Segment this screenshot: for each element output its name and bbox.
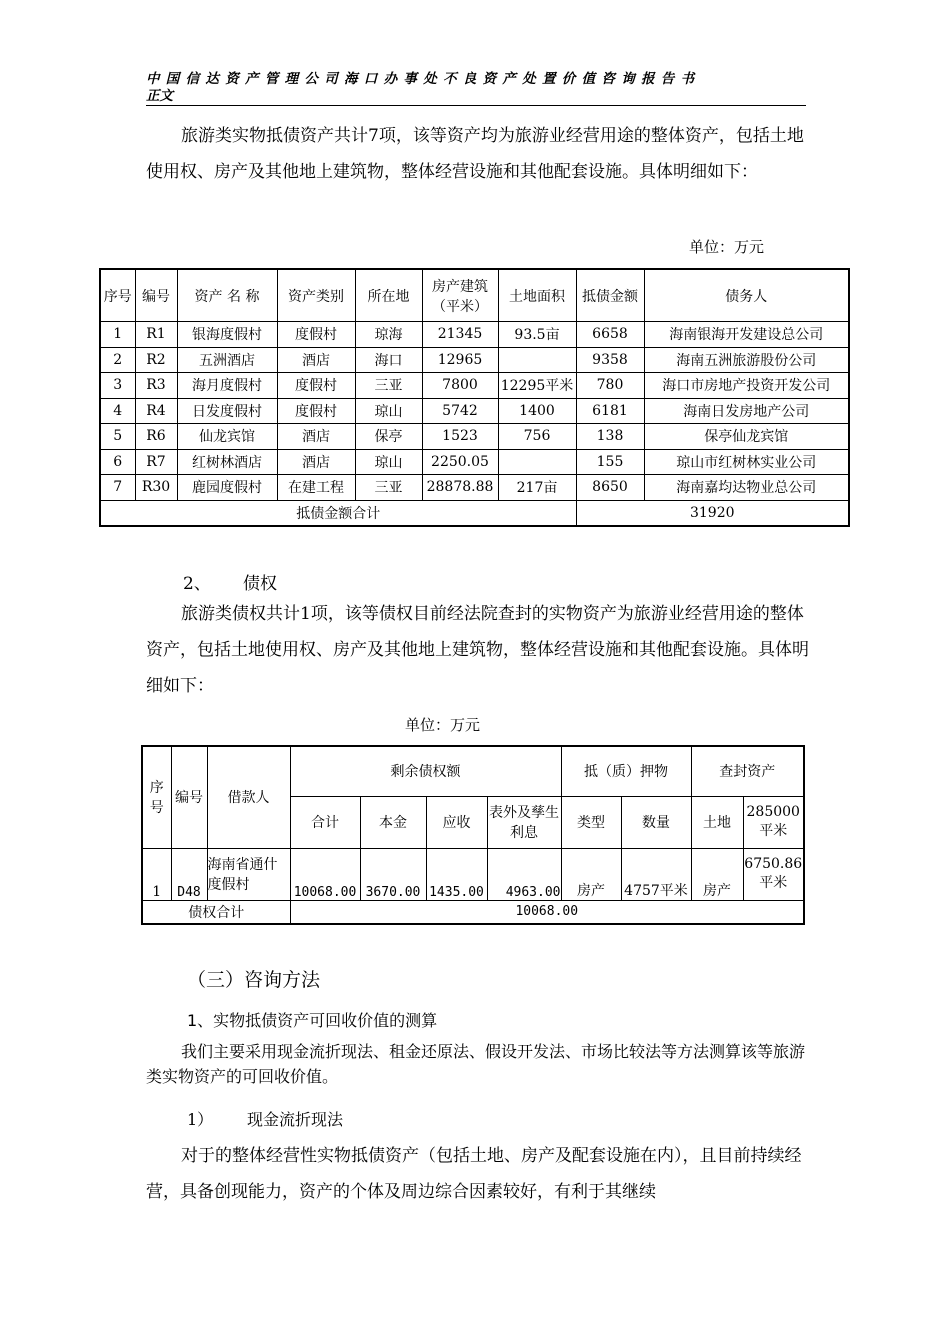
table-row (100, 322, 849, 348)
cell: 6658 (576, 322, 644, 348)
cell: 三亚 (355, 373, 422, 399)
col-header: 房产建筑（平米） (422, 269, 498, 322)
cell: 海月度假村 (177, 373, 277, 399)
col-header: 数量 (621, 796, 691, 848)
col-header: 表外及孳生利息 (487, 796, 561, 848)
cell: 度假村 (277, 373, 355, 399)
total-value: 31920 (576, 500, 849, 526)
cell: R6 (135, 424, 177, 450)
cell: 酒店 (277, 347, 355, 373)
cell (498, 347, 576, 373)
section-2-number: 2、 (183, 574, 211, 594)
col-header: 编号 (135, 269, 177, 322)
cell: 酒店 (277, 449, 355, 475)
col-header: 应收 (426, 796, 487, 848)
col-header: 编号 (171, 746, 207, 848)
claim-table (141, 745, 805, 925)
header-title: 中国信达资产管理公司海口办事处不良资产处置价值咨询报告书 (146, 71, 701, 87)
cell: 3670.00 (360, 848, 426, 900)
subsection-1-title: 1、实物抵债资产可回收价值的测算 (187, 1011, 438, 1030)
cell: 28878.88 (422, 475, 498, 501)
cell: 度假村 (277, 398, 355, 424)
col-header: 序号 (142, 746, 171, 848)
cell: 度假村 (277, 322, 355, 348)
cell: R30 (135, 475, 177, 501)
cell: 9358 (576, 347, 644, 373)
col-header: 土地 (691, 796, 743, 848)
cell: 三亚 (355, 475, 422, 501)
table-row (100, 398, 849, 424)
cell: 1 (142, 848, 171, 900)
cell (498, 449, 576, 475)
cell: 138 (576, 424, 644, 450)
table-header-row (100, 269, 849, 322)
cell: 6750.86平米 (743, 848, 804, 900)
total-label: 债权合计 (142, 900, 290, 924)
cell: 7800 (422, 373, 498, 399)
unit-label-2: 单位：万元 (405, 716, 481, 734)
cell: 7 (100, 475, 135, 501)
col-header: 类型 (561, 796, 621, 848)
table-header-row (142, 746, 804, 796)
cell: 1435.00 (426, 848, 487, 900)
cell: 琼山 (355, 449, 422, 475)
table-row (100, 347, 849, 373)
cell: 93.5亩 (498, 322, 576, 348)
cell: 780 (576, 373, 644, 399)
col-header: 285000平米 (743, 796, 804, 848)
cell: R3 (135, 373, 177, 399)
method-paragraph: 我们主要采用现金流折现法、租金还原法、假设开发法、市场比较法等方法测算该等旅游类实物资产的可回收价值。 (146, 1042, 806, 1086)
cell: R2 (135, 347, 177, 373)
cell: 6181 (576, 398, 644, 424)
asset-table (99, 268, 850, 527)
col-header: 剩余债权额 (290, 746, 561, 796)
col-header: 借款人 (207, 746, 290, 848)
cell: 保亭仙龙宾馆 (644, 424, 849, 450)
cell: 海南银海开发建设总公司 (644, 322, 849, 348)
cell: 10068.00 (290, 848, 360, 900)
section-2-heading (183, 569, 277, 594)
cell: 房产 (691, 848, 743, 900)
col-header: 本金 (360, 796, 426, 848)
cell: 12965 (422, 347, 498, 373)
col-header: 合计 (290, 796, 360, 848)
cell: 1 (100, 322, 135, 348)
table-row (100, 373, 849, 399)
cell: 房产 (561, 848, 621, 900)
cell: 海口 (355, 347, 422, 373)
cell: 海口市房地产投资开发公司 (644, 373, 849, 399)
cell: 155 (576, 449, 644, 475)
item-1-title: 现金流折现法 (247, 1110, 344, 1129)
col-header: 土地面积 (498, 269, 576, 322)
cell: 4757平米 (621, 848, 691, 900)
cell: 1523 (422, 424, 498, 450)
cell: 海南省通什度假村 (207, 848, 290, 900)
page-header (146, 70, 806, 106)
cell: 8650 (576, 475, 644, 501)
col-header: 资产类别 (277, 269, 355, 322)
cell: 酒店 (277, 424, 355, 450)
cell: 在建工程 (277, 475, 355, 501)
cell: 6 (100, 449, 135, 475)
cell: 琼海 (355, 322, 422, 348)
cell: 4 (100, 398, 135, 424)
col-header: 抵（质）押物 (561, 746, 691, 796)
table-row (100, 449, 849, 475)
cell: D48 (171, 848, 207, 900)
intro-paragraph: 旅游类实物抵债资产共计7项，该等资产均为旅游业经营用途的整体资产，包括土地使用权、房产及其他地上建筑物，整体经营设施和其他配套设施。具体明细如下： (146, 126, 804, 182)
table-row (142, 848, 804, 900)
table-total-row (142, 900, 804, 924)
total-value: 10068.00 (290, 900, 804, 924)
cell: 琼山市红树林实业公司 (644, 449, 849, 475)
cell: 五洲酒店 (177, 347, 277, 373)
claim-paragraph: 旅游类债权共计1项，该等债权目前经法院查封的实物资产为旅游业经营用途的整体资产，包括土地使用权、房产及其他地上建筑物，整体经营设施和其他配套设施。具体明细如下： (146, 604, 809, 696)
cell: 2 (100, 347, 135, 373)
cell: 3 (100, 373, 135, 399)
section-2-title: 债权 (243, 574, 277, 594)
cell: 5742 (422, 398, 498, 424)
item-1-heading (187, 1107, 343, 1130)
col-header: 资产 名 称 (177, 269, 277, 322)
unit-label-1: 单位：万元 (689, 238, 765, 256)
cell: 仙龙宾馆 (177, 424, 277, 450)
cell: 鹿园度假村 (177, 475, 277, 501)
col-header: 债务人 (644, 269, 849, 322)
cell: 12295平米 (498, 373, 576, 399)
cell: 217亩 (498, 475, 576, 501)
last-paragraph: 对于的整体经营性实物抵债资产（包括土地、房产及配套设施在内），且目前持续经营，具备创现能力，资产的个体及周边综合因素较好，有利于其继续 (146, 1146, 802, 1202)
cell: 海南日发房地产公司 (644, 398, 849, 424)
total-label: 抵债金额合计 (100, 500, 576, 526)
cell: 红树林酒店 (177, 449, 277, 475)
cell: 海南五洲旅游股份公司 (644, 347, 849, 373)
cell: 日发度假村 (177, 398, 277, 424)
table-row (100, 424, 849, 450)
cell: 保亭 (355, 424, 422, 450)
col-header: 序号 (100, 269, 135, 322)
table-total-row (100, 500, 849, 526)
cell: 琼山 (355, 398, 422, 424)
cell: 2250.05 (422, 449, 498, 475)
cell: 海南嘉均达物业总公司 (644, 475, 849, 501)
cell: R1 (135, 322, 177, 348)
cell: R4 (135, 398, 177, 424)
col-header: 所在地 (355, 269, 422, 322)
cell: 1400 (498, 398, 576, 424)
item-1-number: 1） (187, 1110, 214, 1129)
section-3-title: （三）咨询方法 (187, 969, 321, 991)
cell: R7 (135, 449, 177, 475)
header-subtitle: 正文 (146, 88, 173, 104)
cell: 756 (498, 424, 576, 450)
col-header: 查封资产 (691, 746, 804, 796)
cell: 4963.00 (487, 848, 561, 900)
cell: 银海度假村 (177, 322, 277, 348)
col-header: 抵债金额 (576, 269, 644, 322)
table-row (100, 475, 849, 501)
cell: 21345 (422, 322, 498, 348)
cell: 5 (100, 424, 135, 450)
